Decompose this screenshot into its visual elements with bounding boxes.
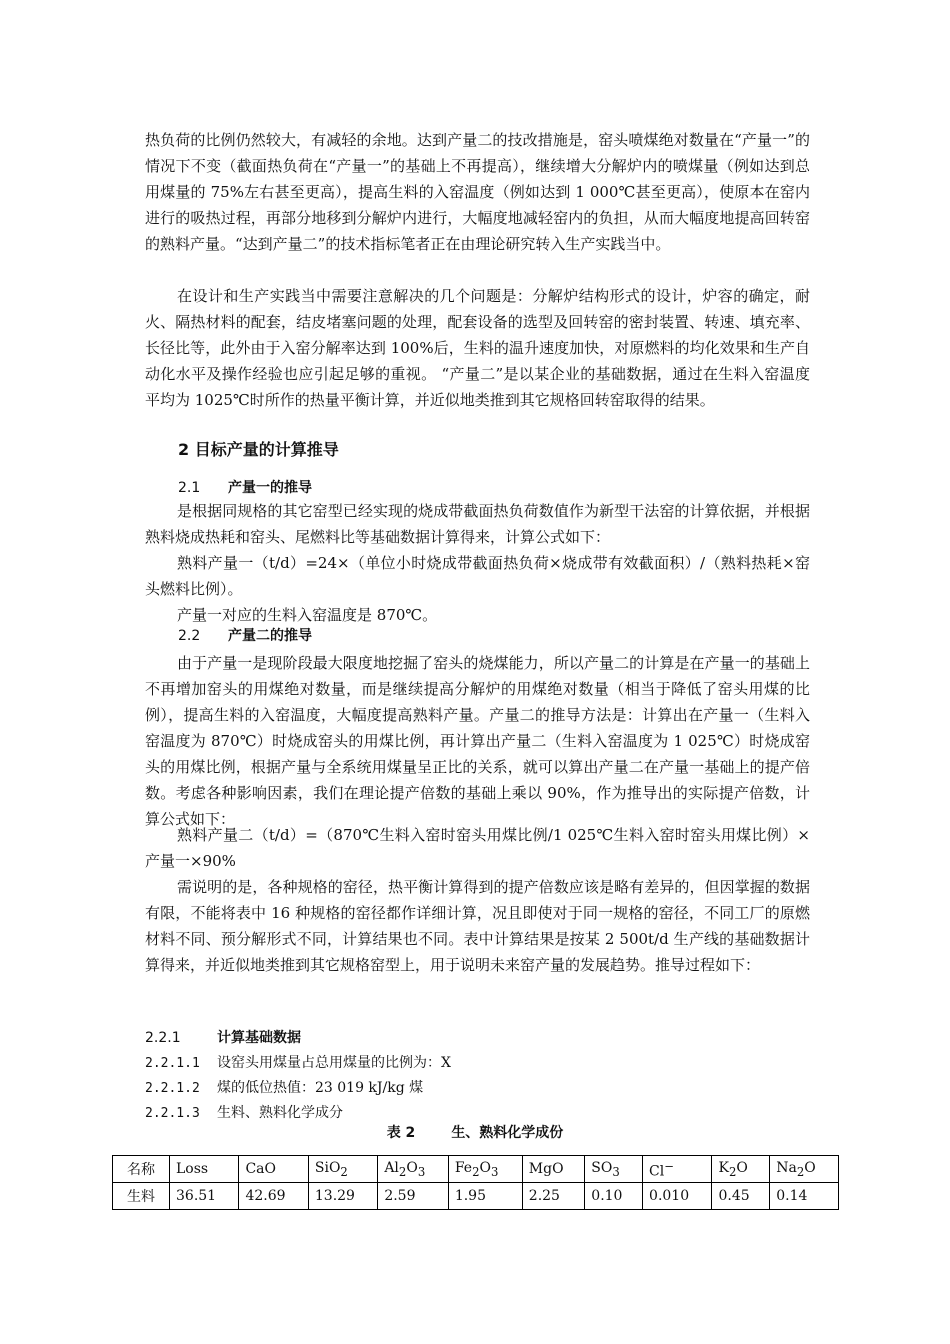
table-header-cell: $Na_2O$ bbox=[770, 1156, 839, 1183]
table-cell: 2.59 bbox=[378, 1183, 449, 1210]
formula-text: Fe bbox=[454, 1159, 473, 1176]
table-title: 生、熟料化学成份 bbox=[451, 1125, 564, 1141]
section-number: 2.1 bbox=[178, 480, 201, 496]
paragraph-5: 产量一对应的生料入窑温度是 870℃。 bbox=[177, 606, 438, 624]
table-header-cell: SiO$_2$ bbox=[308, 1156, 377, 1183]
table-header-cell: 名称 bbox=[113, 1156, 170, 1183]
section-heading-2: 2 目标产量的计算推导 bbox=[178, 440, 339, 459]
table-header-cell: $K_2O$ bbox=[712, 1156, 770, 1183]
table-cell: 1.95 bbox=[448, 1183, 522, 1210]
item-number: 2.2.1.2 bbox=[145, 1081, 200, 1096]
table-cell: 42.69 bbox=[239, 1183, 308, 1210]
table-header-cell: $SO_3$ bbox=[585, 1156, 643, 1183]
table-cell: 36.51 bbox=[170, 1183, 239, 1210]
section-title: 产量一的推导 bbox=[228, 480, 312, 496]
section-number: 2.2 bbox=[178, 628, 201, 644]
formula-2: 熟料产量二（t/d）=（870℃生料入窑时窑头用煤比例/1 025℃生料入窑时窑头用煤比例）×产量一×90% bbox=[145, 826, 810, 870]
formula-1: 熟料产量一（t/d）=24×（单位小时烧成带截面热负荷×烧成带有效截面积）/（熟料热耗×窑头燃料比例）。 bbox=[145, 554, 810, 598]
table-number: 表 2 bbox=[386, 1125, 416, 1141]
table-cell: 0.45 bbox=[712, 1183, 770, 1210]
table-header-cell: $Fe_2O_3$ bbox=[448, 1156, 522, 1183]
paragraph-3: 是根据同规格的其它窑型已经实现的烧成带截面热负荷数值作为新型干法窑的计算依据，并根据熟料烧成热耗和窑头、尾燃料比等基础数据计算得来，计算公式如下： bbox=[145, 502, 810, 546]
section-number: 2.2.1 bbox=[145, 1030, 181, 1046]
section-title: 产量二的推导 bbox=[228, 628, 312, 644]
item-number: 2.2.1.1 bbox=[145, 1056, 200, 1071]
formula-text: Cl bbox=[649, 1163, 665, 1180]
table-header-cell: $Al_2O_3$ bbox=[378, 1156, 449, 1183]
item-text: 煤的低位热值：23 019 kJ/kg 煤 bbox=[217, 1080, 424, 1096]
list-item bbox=[145, 1051, 451, 1076]
table-cell: 生料 bbox=[113, 1183, 170, 1210]
formula-text: SO bbox=[591, 1159, 613, 1176]
section-title: 计算基础数据 bbox=[217, 1030, 301, 1046]
item-text: 生料、熟料化学成分 bbox=[217, 1105, 343, 1121]
formula-text: K bbox=[718, 1159, 729, 1176]
paragraph-8: 需说明的是，各种规格的窑径，热平衡计算得到的提产倍数应该是略有差异的，但因掌握的数据有限，不能将表中 16 种规格的窑径都作详细计算，况且即使对于同一规格的窑径，不同工厂的原燃材料不同、预分解形式不同，计算结果也不同。表中计算结果是按某 2 500t/d 生产线的基础数据计算得来，并近似地类推到其它规格窑型上，用于说明未来窑产量的发展趋势。推导过程如下： bbox=[145, 878, 810, 974]
table-header-cell: MgO bbox=[522, 1156, 584, 1183]
section-heading-2-2-1 bbox=[145, 1026, 301, 1050]
table-header-cell: Cl− bbox=[643, 1156, 712, 1183]
table-cell: 0.010 bbox=[643, 1183, 712, 1210]
table-cell: 2.25 bbox=[522, 1183, 584, 1210]
table-header-row bbox=[113, 1156, 839, 1183]
table-header-cell: Loss bbox=[170, 1156, 239, 1183]
section-heading-2-1 bbox=[178, 476, 312, 500]
table-cell: 0.14 bbox=[770, 1183, 839, 1210]
item-number: 2.2.1.3 bbox=[145, 1106, 200, 1121]
table-header-cell: CaO bbox=[239, 1156, 308, 1183]
chemical-composition-table bbox=[112, 1155, 839, 1210]
list-item bbox=[145, 1076, 423, 1101]
item-text: 设窑头用煤量占总用煤量的比例为：X bbox=[217, 1055, 451, 1071]
table-caption bbox=[0, 1122, 950, 1142]
formula-text: Al bbox=[384, 1159, 399, 1176]
formula-text: Na bbox=[776, 1159, 797, 1176]
table-row bbox=[113, 1183, 839, 1210]
paragraph-1: 热负荷的比例仍然较大，有减轻的余地。达到产量二的技改措施是，窑头喷煤绝对数量在“产量一”的情况下不变（截面热负荷在“产量一”的基础上不再提高），继续增大分解炉内的喷煤量（例如达到总用煤量的 75%左右甚至更高），提高生料的入窑温度（例如达到 1 000℃甚至更高），使原本在窑内进行的吸热过程，再部分地移到分解炉内进行，大幅度地减轻窑内的负担，从而大幅度地提高回转窑的熟料产量。“达到产量二”的技术指标笔者正在由理论研究转入生产实践当中。 bbox=[145, 131, 810, 253]
table-cell: 13.29 bbox=[308, 1183, 377, 1210]
section-heading-2-2 bbox=[178, 624, 312, 648]
table-cell: 0.10 bbox=[585, 1183, 643, 1210]
paragraph-2: 在设计和生产实践当中需要注意解决的几个问题是：分解炉结构形式的设计，炉容的确定，耐火、隔热材料的配套，结皮堵塞问题的处理，配套设备的选型及回转窑的密封装置、转速、填充率、长径比等，此外由于入窑分解率达到 100%后，生料的温升速度加快，对原燃料的均化效果和生产自动化水平及操作经验也应引起足够的重视。 “产量二”是以某企业的基础数据，通过在生料入窑温度平均为 1025℃时所作的热量平衡计算，并近似地类推到其它规格回转窑取得的结果。 bbox=[145, 287, 810, 409]
paragraph-6: 由于产量一是现阶段最大限度地挖掘了窑头的烧煤能力，所以产量二的计算是在产量一的基础上不再增加窑头的用煤绝对数量，而是继续提高分解炉的用煤绝对数量（相当于降低了窑头用煤的比例），提高生料的入窑温度，大幅度提高熟料产量。产量二的推导方法是：计算出在产量一（生料入窑温度为 870℃）时烧成窑头的用煤比例，再计算出产量二（生料入窑温度为 1 025℃）时烧成窑头的用煤比例，根据产量与全系统用煤量呈正比的关系，就可以算出产量二在产量一基础上的提产倍数。考虑各种影响因素，我们在理论提产倍数的基础上乘以 90%，作为推导出的实际提产倍数，计算公式如下： bbox=[145, 654, 810, 828]
formula-text: SiO bbox=[314, 1159, 341, 1176]
